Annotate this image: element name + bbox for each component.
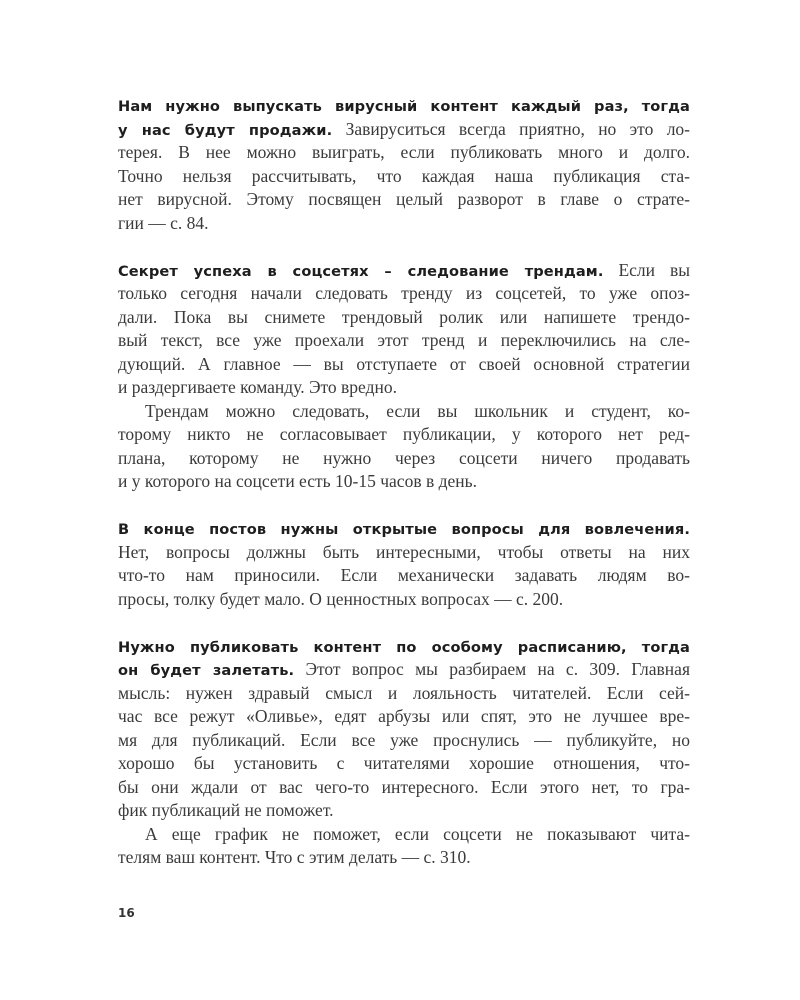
body-text: что-то нам приносили. Если механически задавать людям во- xyxy=(118,565,690,585)
section-gap xyxy=(118,494,690,518)
body-text: фик публикаций не поможет. xyxy=(118,800,334,820)
section xyxy=(118,259,690,494)
body-text: и у которого на соцсети есть 10-15 часов в день. xyxy=(118,471,477,491)
body-text: А еще график не поможет, если соцсети не показывают чита- xyxy=(145,823,690,844)
text-line xyxy=(118,282,690,306)
body-text: бы они ждали от вас чего-то интересного. Если этого нет, то гра- xyxy=(118,776,690,797)
body-text: просы, толку будет мало. О ценностных вопросах — с. 200. xyxy=(118,588,564,609)
text-line xyxy=(118,823,690,847)
body-text: торому никто не согласовывает публикации, у которого нет ред- xyxy=(118,424,690,444)
text-line xyxy=(118,165,690,189)
text-line xyxy=(118,846,690,870)
body-text: телям ваш контент. Что с этим делать — с. 310. xyxy=(118,847,471,867)
text-line xyxy=(118,588,690,612)
text-line xyxy=(118,141,690,165)
book-page-body xyxy=(118,94,690,870)
text-line xyxy=(118,212,690,236)
bold-heading: у нас будут продажи. xyxy=(118,121,333,139)
text-line xyxy=(118,776,690,800)
text-line xyxy=(118,188,690,212)
paragraph xyxy=(118,400,690,494)
body-text: Точно нельзя рассчитывать, что каждая наша публикация ста- xyxy=(118,165,690,186)
text-line xyxy=(118,705,690,729)
body-text: дали. Пока вы снимете трендовый ролик или напишете трендо- xyxy=(118,306,690,327)
section xyxy=(118,635,690,870)
body-text: только сегодня начали следовать тренду из соцсетей, то уже опоз- xyxy=(118,283,690,303)
page-number: 16 xyxy=(118,906,135,920)
text-line xyxy=(118,353,690,377)
body-text: Если вы xyxy=(603,259,690,280)
body-text: вый текст, все уже проехали этот тренд и переключились на сле- xyxy=(118,330,690,350)
text-line xyxy=(118,376,690,400)
bold-heading: он будет залетать. xyxy=(118,662,295,679)
section xyxy=(118,94,690,235)
text-line xyxy=(118,470,690,494)
text-line xyxy=(118,118,690,142)
body-text: час все режут «Оливье», едят арбузы или спят, это не лучшее вре- xyxy=(118,706,690,726)
text-line xyxy=(118,564,690,588)
body-text: Нет, вопросы должны быть интересными, чтобы ответы на них xyxy=(118,541,690,562)
body-text: дующий. А главное — вы отступаете от своей основной стратегии xyxy=(118,353,690,374)
paragraph xyxy=(118,517,690,611)
text-line xyxy=(118,447,690,471)
text-line xyxy=(118,94,690,118)
paragraph xyxy=(118,94,690,235)
text-line xyxy=(118,635,690,659)
text-line xyxy=(118,682,690,706)
text-line xyxy=(118,400,690,424)
text-line xyxy=(118,541,690,565)
section-gap xyxy=(118,235,690,259)
paragraph xyxy=(118,635,690,823)
body-text: Этот вопрос мы разбираем на с. 309. Главная xyxy=(294,659,690,679)
text-line xyxy=(118,752,690,776)
body-text: терея. В нее можно выиграть, если публиковать много и долго. xyxy=(118,142,690,162)
text-line xyxy=(118,423,690,447)
body-text: мысль: нужен здравый смысл и лояльность читателей. Если сей- xyxy=(118,682,690,703)
bold-heading: Секрет успеха в соцсетях – следование трендам. xyxy=(118,262,604,280)
bold-heading: Нам нужно выпускать вирусный контент каждый раз, тогда xyxy=(118,98,690,115)
bold-heading: Нужно публиковать контент по особому расписанию, тогда xyxy=(118,638,690,656)
section-gap xyxy=(118,611,690,635)
body-text: мя для публикаций. Если все уже проснулись — публикуйте, но xyxy=(118,729,690,750)
section xyxy=(118,517,690,611)
text-line xyxy=(118,799,690,823)
text-line xyxy=(118,306,690,330)
text-line xyxy=(118,259,690,283)
body-text: и раздергиваете команду. Это вредно. xyxy=(118,377,397,397)
paragraph xyxy=(118,259,690,400)
body-text: Трендам можно следовать, если вы школьник и студент, ко- xyxy=(145,400,690,421)
text-line xyxy=(118,658,690,682)
paragraph xyxy=(118,823,690,870)
bold-heading: В конце постов нужны открытые вопросы для вовлечения. xyxy=(118,521,690,538)
text-line xyxy=(118,729,690,753)
body-text: нет вирусной. Этому посвящен целый разворот в главе о страте- xyxy=(118,189,690,209)
body-text: гии — с. 84. xyxy=(118,212,209,233)
body-text: Завируситься всегда приятно, но это ло- xyxy=(332,118,690,139)
body-text: плана, которому не нужно через соцсети ничего продавать xyxy=(118,447,690,468)
text-line xyxy=(118,329,690,353)
text-line xyxy=(118,517,690,541)
body-text: хорошо бы установить с читателями хорошие отношения, что- xyxy=(118,753,690,773)
